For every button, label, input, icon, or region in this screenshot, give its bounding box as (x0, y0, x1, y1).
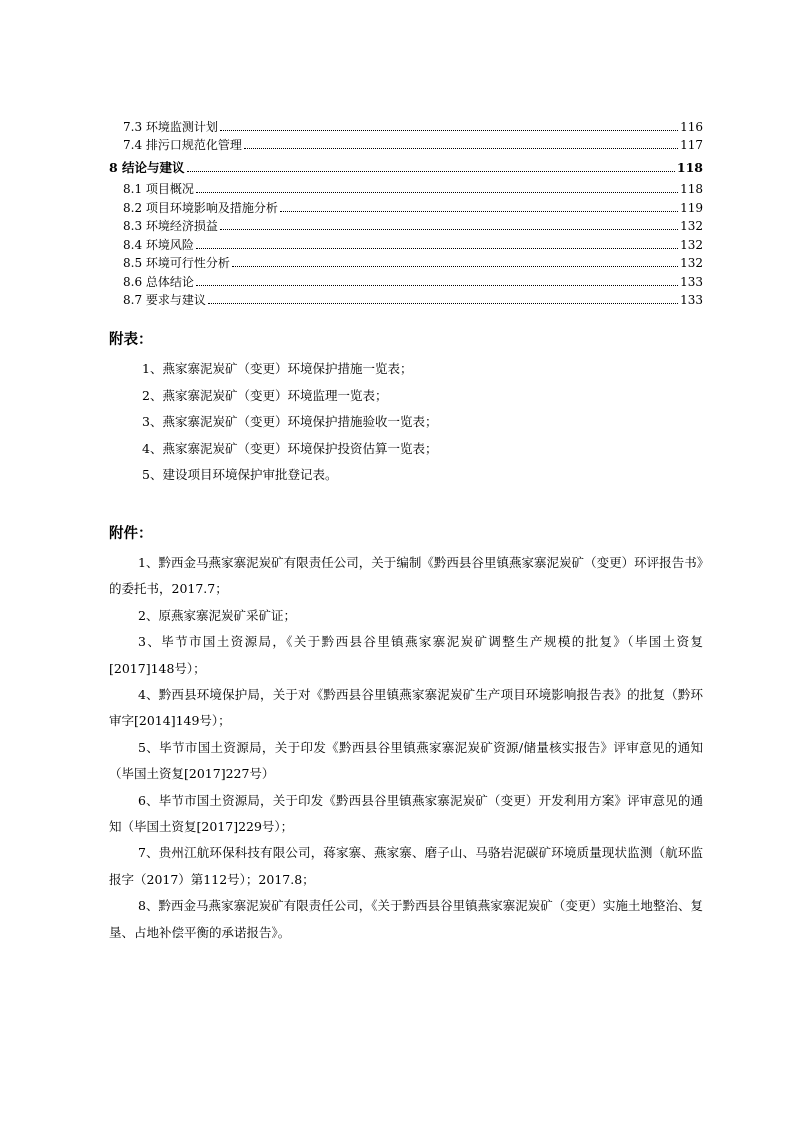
list-item: 3、燕家寨泥炭矿（变更）环境保护措施验收一览表； (142, 414, 438, 429)
toc-leader-dots (196, 191, 678, 193)
toc-entry-page: 133 (680, 274, 703, 289)
toc-entry-label: 8.4 环境风险 (123, 237, 194, 252)
toc-leader-dots (280, 210, 678, 212)
list-item: 4、燕家寨泥炭矿（变更）环境保护投资估算一览表； (142, 440, 438, 456)
attached-tables-heading: 附表： (109, 331, 153, 348)
toc-leader-dots (244, 147, 678, 149)
toc-entry-label: 8.2 项目环境影响及措施分析 (123, 200, 278, 215)
appendices-list (109, 550, 703, 946)
list-item: 7、贵州江航环保科技有限公司，蒋家寨、燕家寨、磨子山、马骆岩泥碳矿环境质量现状监测（航环监报字（2017）第112号）；2017.8； (109, 845, 703, 887)
toc-entry-page: 119 (680, 200, 703, 215)
toc-entry[interactable] (109, 289, 703, 308)
toc-leader-dots (232, 265, 678, 267)
toc-entry[interactable] (109, 178, 703, 197)
toc-entry-page: 132 (680, 237, 703, 252)
toc-entry-label: 7.3 环境监测计划 (123, 119, 218, 134)
table-of-contents (109, 115, 703, 307)
list-item: 1、黔西金马燕家寨泥炭矿有限责任公司，关于编制《黔西县谷里镇燕家寨泥炭矿（变更）环评报告书》的委托书，2017.7； (109, 555, 703, 597)
toc-leader-dots (196, 284, 678, 286)
toc-entry[interactable] (109, 233, 703, 252)
toc-entry-page: 117 (680, 138, 703, 152)
toc-entry[interactable] (109, 252, 703, 271)
toc-entry-page: 132 (680, 256, 703, 270)
list-item: 4、黔西县环境保护局，关于对《黔西县谷里镇燕家寨泥炭矿生产项目环境影响报告表》的批复（黔环审字[2014]149号）； (109, 687, 703, 729)
list-item: 2、原燕家寨泥炭矿采矿证； (138, 607, 296, 623)
toc-entry-label: 8.5 环境可行性分析 (123, 256, 230, 270)
list-item: 5、毕节市国土资源局，关于印发《黔西县谷里镇燕家寨泥炭矿资源/储量核实报告》评审意见的通知（毕国土资复[2017]227号） (109, 739, 703, 782)
toc-entry[interactable] (109, 196, 703, 215)
toc-entry-label: 8.7 要求与建议 (123, 293, 206, 307)
toc-entry-page: 132 (680, 219, 703, 233)
toc-entry[interactable] (109, 134, 703, 153)
toc-leader-dots (187, 170, 675, 172)
list-item: 3、毕节市国土资源局，《关于黔西县谷里镇燕家寨泥炭矿调整生产规模的批复》（毕国土资复[2017]148号）； (109, 634, 703, 676)
appendices-heading: 附件： (109, 525, 153, 542)
list-item: 6、毕节市国土资源局，关于印发《黔西县谷里镇燕家寨泥炭矿（变更）开发利用方案》评审意见的通知（毕国土资复[2017]229号）； (109, 792, 703, 835)
toc-entry[interactable] (109, 115, 703, 134)
toc-entry-label: 8.1 项目概况 (123, 182, 194, 196)
toc-entry-page: 118 (680, 182, 703, 196)
toc-entry-page: 116 (680, 119, 703, 134)
toc-entry-label: 8.6 总体结论 (123, 274, 194, 289)
toc-leader-dots (208, 302, 678, 304)
attached-tables-list (109, 356, 703, 489)
toc-entry-page: 133 (680, 293, 703, 307)
list-item: 2、燕家寨泥炭矿（变更）环境监理一览表； (142, 387, 388, 403)
toc-entry-label: 8 结论与建议 (109, 159, 185, 175)
toc-chapter-entry[interactable] (109, 156, 703, 175)
toc-leader-dots (220, 129, 678, 131)
toc-entry[interactable] (109, 270, 703, 289)
toc-entry-label: 8.3 环境经济损益 (123, 219, 218, 233)
toc-entry-page: 118 (676, 159, 703, 175)
toc-entry-label: 7.4 排污口规范化管理 (123, 138, 242, 152)
list-item: 5、建设项目环境保护审批登记表。 (142, 467, 338, 482)
toc-leader-dots (220, 228, 678, 230)
toc-leader-dots (196, 247, 678, 249)
list-item: 1、燕家寨泥炭矿（变更）环境保护措施一览表； (142, 361, 413, 376)
list-item: 8、黔西金马燕家寨泥炭矿有限责任公司，《关于黔西县谷里镇燕家寨泥炭矿（变更）实施土地整治、复垦、占地补偿平衡的承诺报告》。 (109, 898, 703, 940)
toc-entry[interactable] (109, 215, 703, 234)
